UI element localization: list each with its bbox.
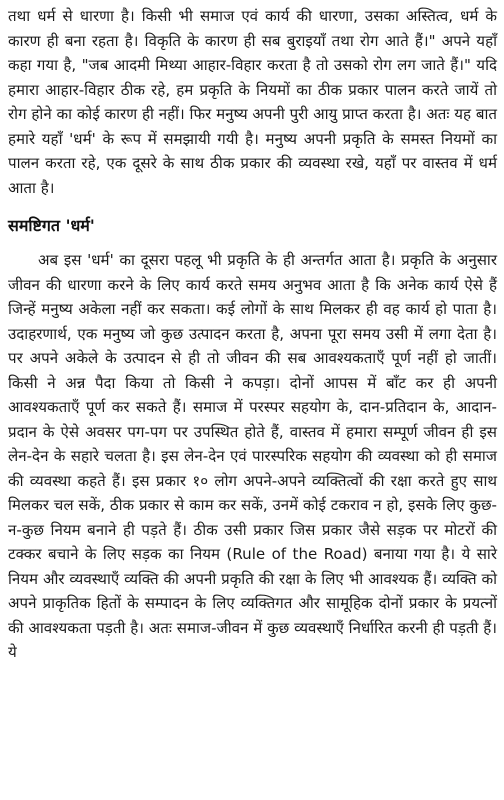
paragraph-social-cooperation: अब इस 'धर्म' का दूसरा पहलू भी प्रकृति के ही अन्तर्गत आता है। प्रकृति के अनुसार जीवन की धारणा करने के लिए कार्य करते समय अनुभव आता है कि अनेक कार्य ऐसे हैं जिन्हें मनुष्य अकेला नहीं कर सकता। कई लोगों के साथ मिलकर ही वह कार्य हो पाता है। उदाहरणार्थ, एक मनुष्य जो कुछ उत्पादन करता है, अपना पूरा समय उसी में लगा देता है। पर अपने अकेले के उत्पादन से ही तो जीवन की सब आवश्यकताएँ पूर्ण नहीं हो जातीं। किसी ने अन्न पैदा किया तो किसी ने कपड़ा। दोनों आपस में बाँट कर ही अपनी आवश्यकताएँ पूर्ण कर सकते हैं। समाज में परस्पर सहयोग के, दान-प्रतिदान के, आदान-प्रदान के ऐसे अवसर पग-पग पर उपस्थित होते हैं, वास्तव में हमारा सम्पूर्ण जीवन ही इस लेन-देन के सहारे चलता है। इस लेन-देन एवं पारस्परिक सहयोग की व्यवस्था को ही समाज की व्यवस्था कहते हैं। इस प्रकार १० लोग अपने-अपने व्यक्तित्वों की रक्षा करते हुए साथ मिलकर चल सकें, ठीक प्रकार से काम कर सकें, उनमें कोई टकराव न हो, इसके लिए कुछ-न-कुछ नियम बनाने ही पड़ते हैं। ठीक उसी प्रकार जिस प्रकार जैसे सड़क पर मोटरों की टक्कर बचाने के लिए सड़क का नियम (Rule of the Road) बनाया गया है। ये सारे नियम और व्यवस्थाएँ व्यक्ति की अपनी प्रकृति की रक्षा के लिए भी आवश्यक हैं। व्यक्ति को अपने प्राकृतिक हितों के सम्पादन के लिए व्यक्तिगत और सामूहिक दोनों प्रकार के प्रयत्नों की आवश्यकता पड़ती है। अतः समाज-जीवन में कुछ व्यवस्थाएँ निर्धारित करनी ही पड़ती हैं। ये [8,251,497,661]
paragraph-dharma-dharana: तथा धर्म से धारणा है। किसी भी समाज एवं कार्य की धारणा, उसका अस्तित्व, धर्म के कारण ही बना रहता है। विकृति के कारण ही सब बुराइयाँ तथा रोग आते हैं।" अपने यहाँ कहा गया है, "जब आदमी मिथ्या आहार-विहार करता है तो उसको रोग लग जाते हैं।" यदि हमारा आहार-विहार ठीक रहे, हम प्रकृति के नियमों का ठीक प्रकार पालन करते जायें तो रोग होने का कोई कारण ही नहीं। फिर मनुष्य अपनी पुरी आयु प्राप्त करता है। अतः यह बात हमारे यहाँ 'धर्म' के रूप में समझायी गयी है। मनुष्य अपनी प्रकृति के समस्त नियमों का पालन करता रहे, एक दूसरे के साथ ठीक प्रकार की व्यवस्था रखे, यहाँ पर वास्तव में धर्म आता है। [8,7,497,197]
section-heading-samashtigat-dharma: समष्टिगत 'धर्म' [8,216,95,235]
